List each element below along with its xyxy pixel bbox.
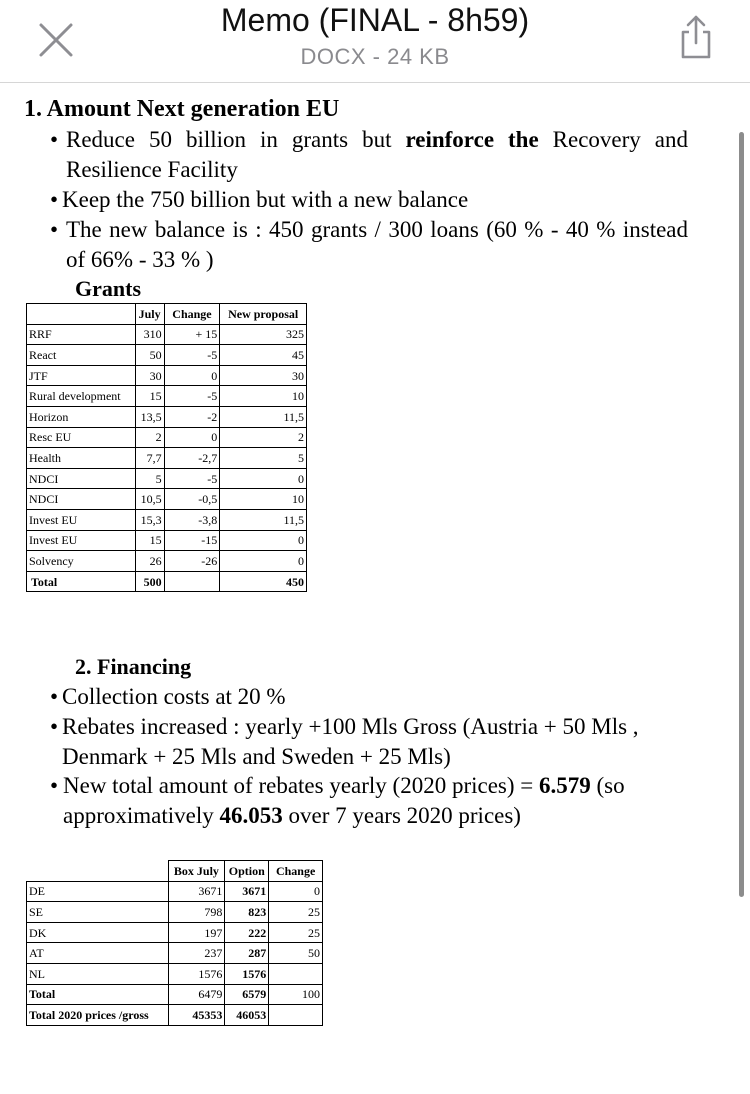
table-header-cell: Change: [164, 304, 220, 325]
table-cell: SE: [27, 902, 169, 923]
table-row: [27, 551, 307, 572]
table-cell: 0: [220, 530, 307, 551]
table-cell: 15: [135, 530, 164, 551]
table-row: [27, 509, 307, 530]
table-row: [27, 489, 307, 510]
table-cell: RRF: [27, 324, 136, 345]
bullet-item: • Reduce 50 billion in grants but reinforce the Recovery and Resilience Facility: [50, 127, 688, 182]
table-cell: -5: [164, 468, 220, 489]
table-cell: 2: [220, 427, 307, 448]
table-cell: 25: [269, 902, 323, 923]
table-cell: Resc EU: [27, 427, 136, 448]
grants-table: [26, 303, 307, 592]
table-cell: 15: [135, 386, 164, 407]
table-cell: 26: [135, 551, 164, 572]
bullet-item: • New total amount of rebates yearly (2020 prices) = 6.579 (so approximatively 46.053 over 7 years 2020 prices): [50, 773, 625, 828]
table-cell: 310: [135, 324, 164, 345]
table-cell: -5: [164, 345, 220, 366]
table-cell: NDCI: [27, 489, 136, 510]
table-header-row: [27, 861, 323, 882]
table-cell: 237: [168, 943, 225, 964]
table-cell: DE: [27, 881, 169, 902]
table-cell: -3,8: [164, 509, 220, 530]
table-row: [27, 386, 307, 407]
table-cell: 0: [269, 881, 323, 902]
table-cell: 11,5: [220, 406, 307, 427]
table-cell: Health: [27, 448, 136, 469]
table-cell: 450: [220, 571, 307, 592]
table-cell: 823: [225, 902, 269, 923]
section-heading: 1. Amount Next generation EU: [24, 96, 340, 122]
table-cell: 11,5: [220, 509, 307, 530]
table-header-cell: [27, 861, 169, 882]
table-cell: -26: [164, 551, 220, 572]
table-cell: Horizon: [27, 406, 136, 427]
table-row: [27, 902, 323, 923]
table-cell: 3671: [225, 881, 269, 902]
table-cell: 0: [164, 427, 220, 448]
table-row: [27, 324, 307, 345]
table-cell: + 15: [164, 324, 220, 345]
table-cell: -5: [164, 386, 220, 407]
table-cell: 287: [225, 943, 269, 964]
table-cell: 197: [168, 922, 225, 943]
table-cell: 798: [168, 902, 225, 923]
scrollbar[interactable]: [739, 132, 744, 897]
table-row: [27, 406, 307, 427]
table-cell: 25: [269, 922, 323, 943]
table-header-cell: July: [135, 304, 164, 325]
table-total-2020-row: [27, 1005, 323, 1026]
bullet-item: • Rebates increased : yearly +100 Mls Gross (Austria + 50 Mls , Denmark + 25 Mls and Sweden + 25 Mls): [50, 714, 639, 769]
table-cell: 45353: [168, 1005, 225, 1026]
bullet-item: • Collection costs at 20 %: [50, 684, 286, 709]
table-cell: 50: [269, 943, 323, 964]
document-title: Memo (FINAL - 8h59): [220, 2, 530, 38]
document-header: [0, 0, 750, 83]
table-total-row: [27, 571, 307, 592]
share-icon[interactable]: [676, 14, 716, 60]
table-cell: DK: [27, 922, 169, 943]
table-cell: 5: [220, 448, 307, 469]
rebates-table: [26, 860, 323, 1026]
table-cell: -2: [164, 406, 220, 427]
table-row: [27, 963, 323, 984]
table-cell: 222: [225, 922, 269, 943]
table-header-cell: Box July: [168, 861, 225, 882]
table-cell: React: [27, 345, 136, 366]
table-cell: 10,5: [135, 489, 164, 510]
table-cell: Total: [27, 984, 169, 1005]
table-row: [27, 530, 307, 551]
bullet-item: • Keep the 750 billion but with a new balance: [50, 187, 469, 212]
table-total-row: [27, 984, 323, 1005]
table-cell: Total: [27, 571, 136, 592]
document-subtitle: DOCX - 24 KB: [300, 44, 450, 69]
table-cell: 46053: [225, 1005, 269, 1026]
table-cell: 13,5: [135, 406, 164, 427]
table-header-row: [27, 304, 307, 325]
table-cell: 2: [135, 427, 164, 448]
table-cell: -2,7: [164, 448, 220, 469]
table-cell: 100: [269, 984, 323, 1005]
table-row: [27, 365, 307, 386]
bullet-item: • The new balance is : 450 grants / 300 loans (60 % - 40 % instead of 66% - 33 % ): [50, 217, 688, 272]
table-row: [27, 448, 307, 469]
table-row: [27, 427, 307, 448]
table-cell: 7,7: [135, 448, 164, 469]
table-cell: 3671: [168, 881, 225, 902]
table-cell: 325: [220, 324, 307, 345]
table-cell: Rural development: [27, 386, 136, 407]
table-cell: AT: [27, 943, 169, 964]
table-row: [27, 881, 323, 902]
section-heading: 2. Financing: [75, 654, 192, 679]
table-cell: 10: [220, 386, 307, 407]
table-header-cell: Option: [225, 861, 269, 882]
table-cell: 10: [220, 489, 307, 510]
table-cell: -15: [164, 530, 220, 551]
table-cell: 30: [220, 365, 307, 386]
table-cell: 0: [220, 551, 307, 572]
table-cell: 6579: [225, 984, 269, 1005]
table-cell: [164, 571, 220, 592]
table-header-cell: Change: [269, 861, 323, 882]
table-cell: Invest EU: [27, 509, 136, 530]
table-cell: Invest EU: [27, 530, 136, 551]
table-row: [27, 468, 307, 489]
table-header-cell: New proposal: [220, 304, 307, 325]
table-cell: 45: [220, 345, 307, 366]
table-cell: NL: [27, 963, 169, 984]
table-cell: 0: [220, 468, 307, 489]
table-cell: NDCI: [27, 468, 136, 489]
table-cell: 50: [135, 345, 164, 366]
table-cell: -0,5: [164, 489, 220, 510]
table-row: [27, 345, 307, 366]
table-cell: 1576: [225, 963, 269, 984]
table-cell: 500: [135, 571, 164, 592]
table-cell: 0: [164, 365, 220, 386]
table-row: [27, 922, 323, 943]
table-cell: JTF: [27, 365, 136, 386]
table-cell: 6479: [168, 984, 225, 1005]
table-cell: 5: [135, 468, 164, 489]
table-header-cell: [27, 304, 136, 325]
table-cell: 15,3: [135, 509, 164, 530]
table-row: [27, 943, 323, 964]
table-cell: 30: [135, 365, 164, 386]
table-cell: [269, 1005, 323, 1026]
table-cell: [269, 963, 323, 984]
table-cell: Total 2020 prices /gross: [27, 1005, 169, 1026]
grants-title: Grants: [75, 276, 141, 301]
table-cell: 1576: [168, 963, 225, 984]
table-cell: Solvency: [27, 551, 136, 572]
